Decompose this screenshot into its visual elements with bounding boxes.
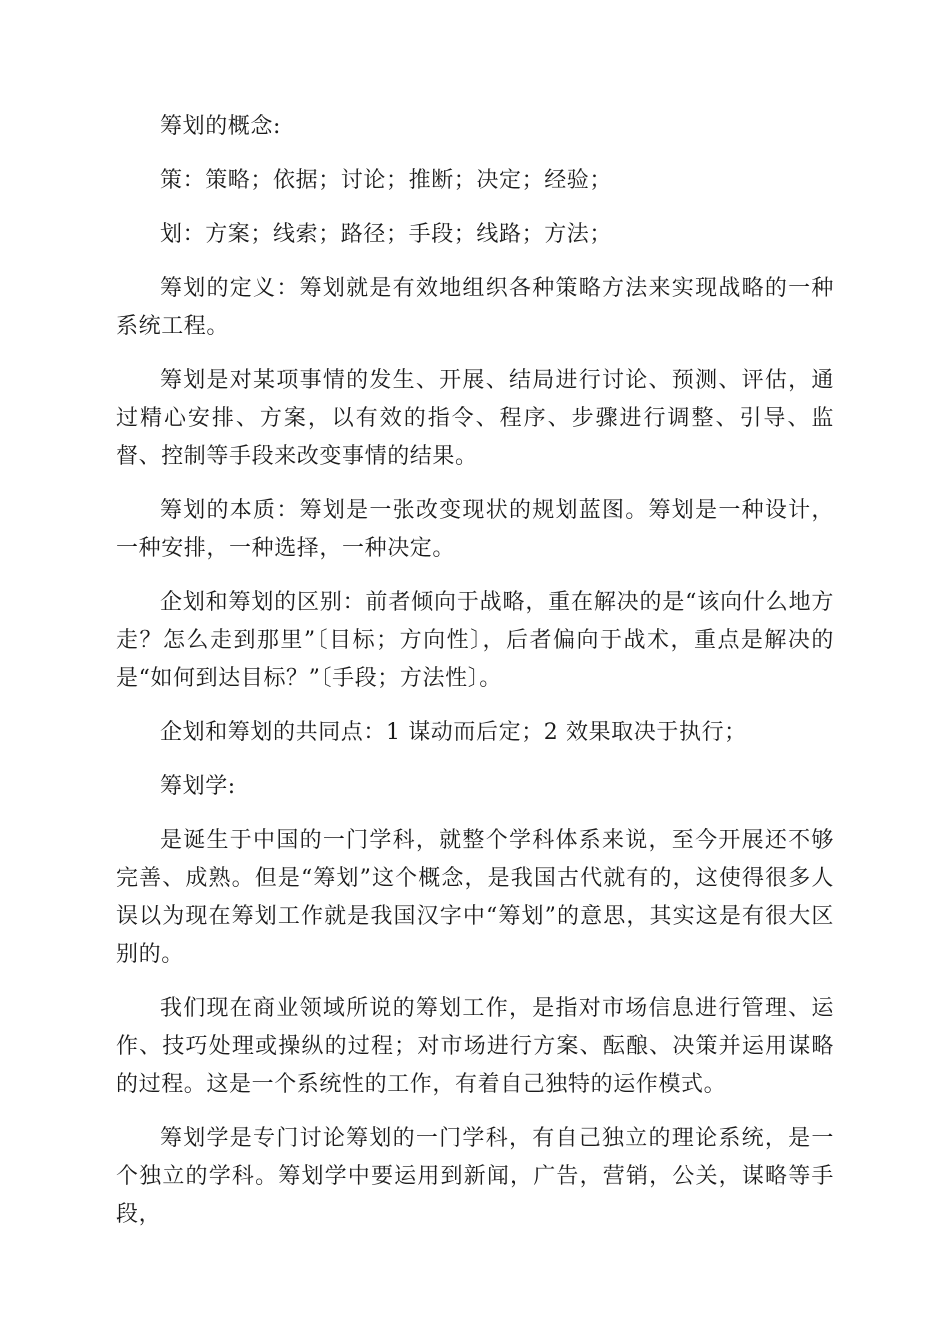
paragraph-planning-science-heading: 筹划学:: [160, 774, 236, 799]
paragraph-planning-science-description: 筹划学是专门讨论筹划的一门学科，有自己独立的理论系统，是一个独立的学科。筹划学中要运用到新闻，广告，营销，公关，谋略等手段，: [116, 1126, 834, 1227]
paragraph-planning-essence: 筹划的本质：筹划是一张改变现状的规划蓝图。筹划是一种设计，一种安排，一种选择，一种决定。: [116, 498, 834, 561]
paragraph-business-planning: 我们现在商业领域所说的筹划工作，是指对市场信息进行管理、运作、技巧处理或操纵的过程；对市场进行方案、酝酿、决策并运用谋略的过程。这是一个系统性的工作，有着自己独特的运作模式。: [116, 996, 834, 1097]
paragraph-ce-definition: 策：策略；依据；讨论；推断；决定；经验；: [160, 168, 613, 193]
paragraph-hua-definition: 划：方案；线索；路径；手段；线路；方法；: [160, 222, 613, 247]
paragraph-planning-description: 筹划是对某项事情的发生、开展、结局进行讨论、预测、评估，通过精心安排、方案，以有效的指令、程序、步骤进行调整、引导、监督、控制等手段来改变事情的结果。: [116, 368, 834, 469]
paragraph-concept-heading: 筹划的概念:: [160, 114, 282, 139]
paragraph-discipline-origin: 是诞生于中国的一门学科，就整个学科体系来说，至今开展还不够完善、成熟。但是“筹划”这个概念，是我国古代就有的，这使得很多人误以为现在筹划工作就是我国汉字中“筹划”的意思，其实这是有很大区别的。: [116, 828, 834, 967]
paragraph-common-points: 企划和筹划的共同点：1 谋动而后定；2 效果取决于执行；: [160, 720, 747, 745]
paragraph-planning-definition: 筹划的定义：筹划就是有效地组织各种策略方法来实现战略的一种系统工程。: [116, 276, 834, 339]
paragraph-difference: 企划和筹划的区别：前者倾向于战略，重在解决的是“该向什么地方走？怎么走到那里”〔目标；方向性〕，后者偏向于战术，重点是解决的是“如何到达目标？”〔手段；方法性〕。: [116, 590, 834, 691]
document-body: [116, 108, 834, 1250]
